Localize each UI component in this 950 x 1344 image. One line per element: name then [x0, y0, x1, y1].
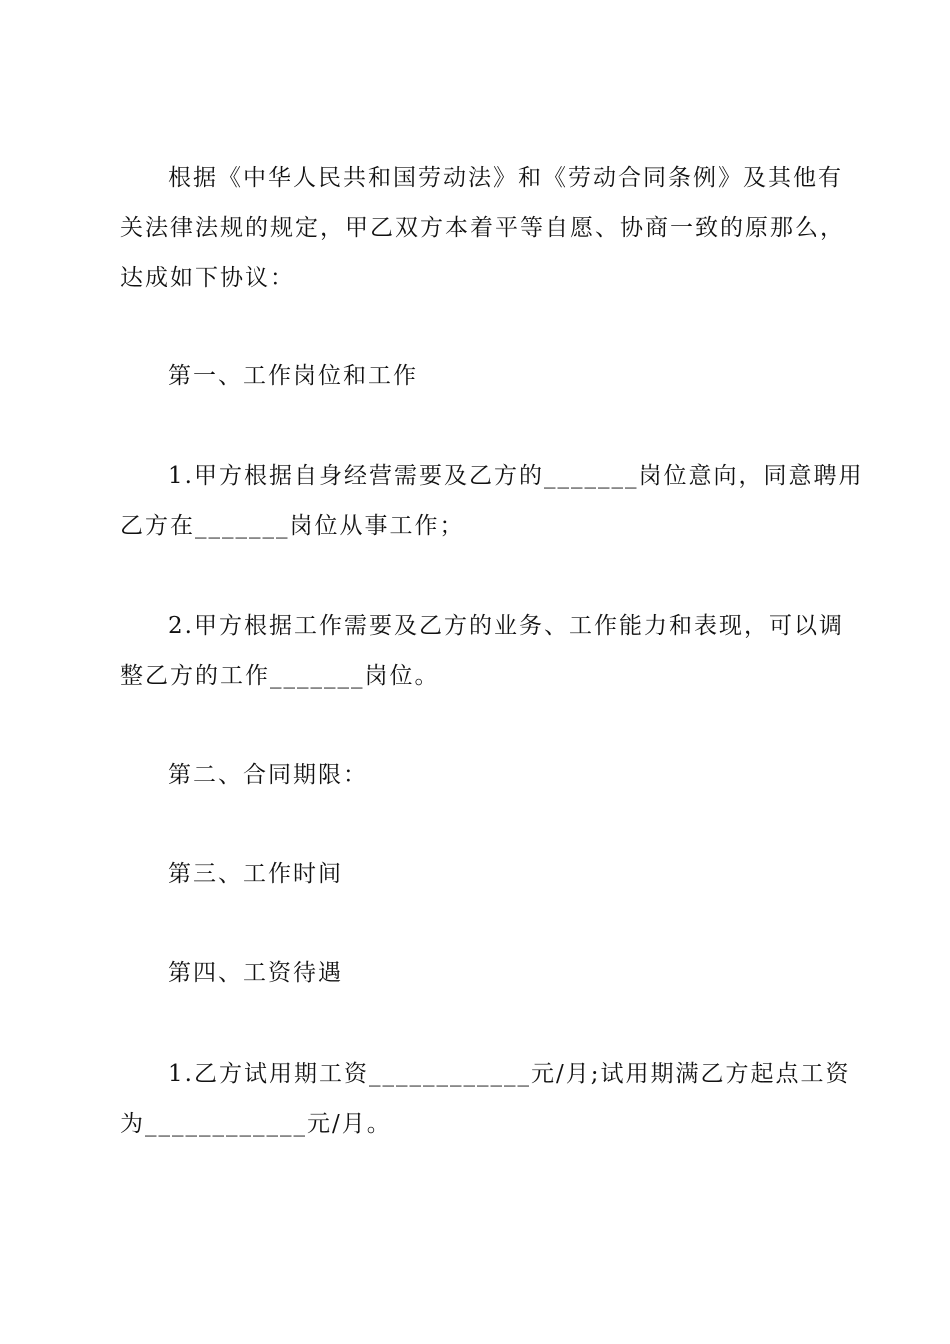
item-1-1-line-2: 乙方在_______岗位从事工作； [120, 513, 465, 539]
section-1-heading-text: 第一、工作岗位和工作 [168, 363, 418, 389]
section-1-heading [120, 351, 840, 401]
item-1-2-line-2: 整乙方的工作_______岗位。 [120, 663, 440, 689]
item-4-1-paragraph [120, 1049, 851, 1149]
section-2-heading-text: 第二、合同期限： [168, 762, 368, 788]
intro-line-2: 关法律法规的规定，甲乙双方本着平等自愿、协商一致的原那么， [120, 215, 845, 241]
section-2-heading [120, 750, 840, 800]
item-1-2-line-1: 2.甲方根据工作需要及乙方的业务、工作能力和表现，可以调 [168, 613, 844, 639]
intro-line-3: 达成如下协议： [120, 265, 295, 291]
item-4-1-line-2: 为____________元/月。 [120, 1111, 392, 1137]
item-1-1-paragraph [120, 451, 864, 551]
item-1-2-paragraph [120, 601, 844, 701]
item-4-1-line-1: 1.乙方试用期工资____________元/月;试用期满乙方起点工资 [168, 1061, 851, 1087]
section-4-heading-text: 第四、工资待遇 [168, 960, 343, 986]
section-3-heading-text: 第三、工作时间 [168, 861, 343, 887]
intro-line-1: 根据《中华人民共和国劳动法》和《劳动合同条例》及其他有 [168, 165, 843, 191]
section-3-heading [120, 849, 840, 899]
intro-paragraph [120, 153, 845, 303]
item-1-1-line-1: 1.甲方根据自身经营需要及乙方的_______岗位意向，同意聘用 [168, 463, 864, 489]
section-4-heading [120, 948, 840, 998]
